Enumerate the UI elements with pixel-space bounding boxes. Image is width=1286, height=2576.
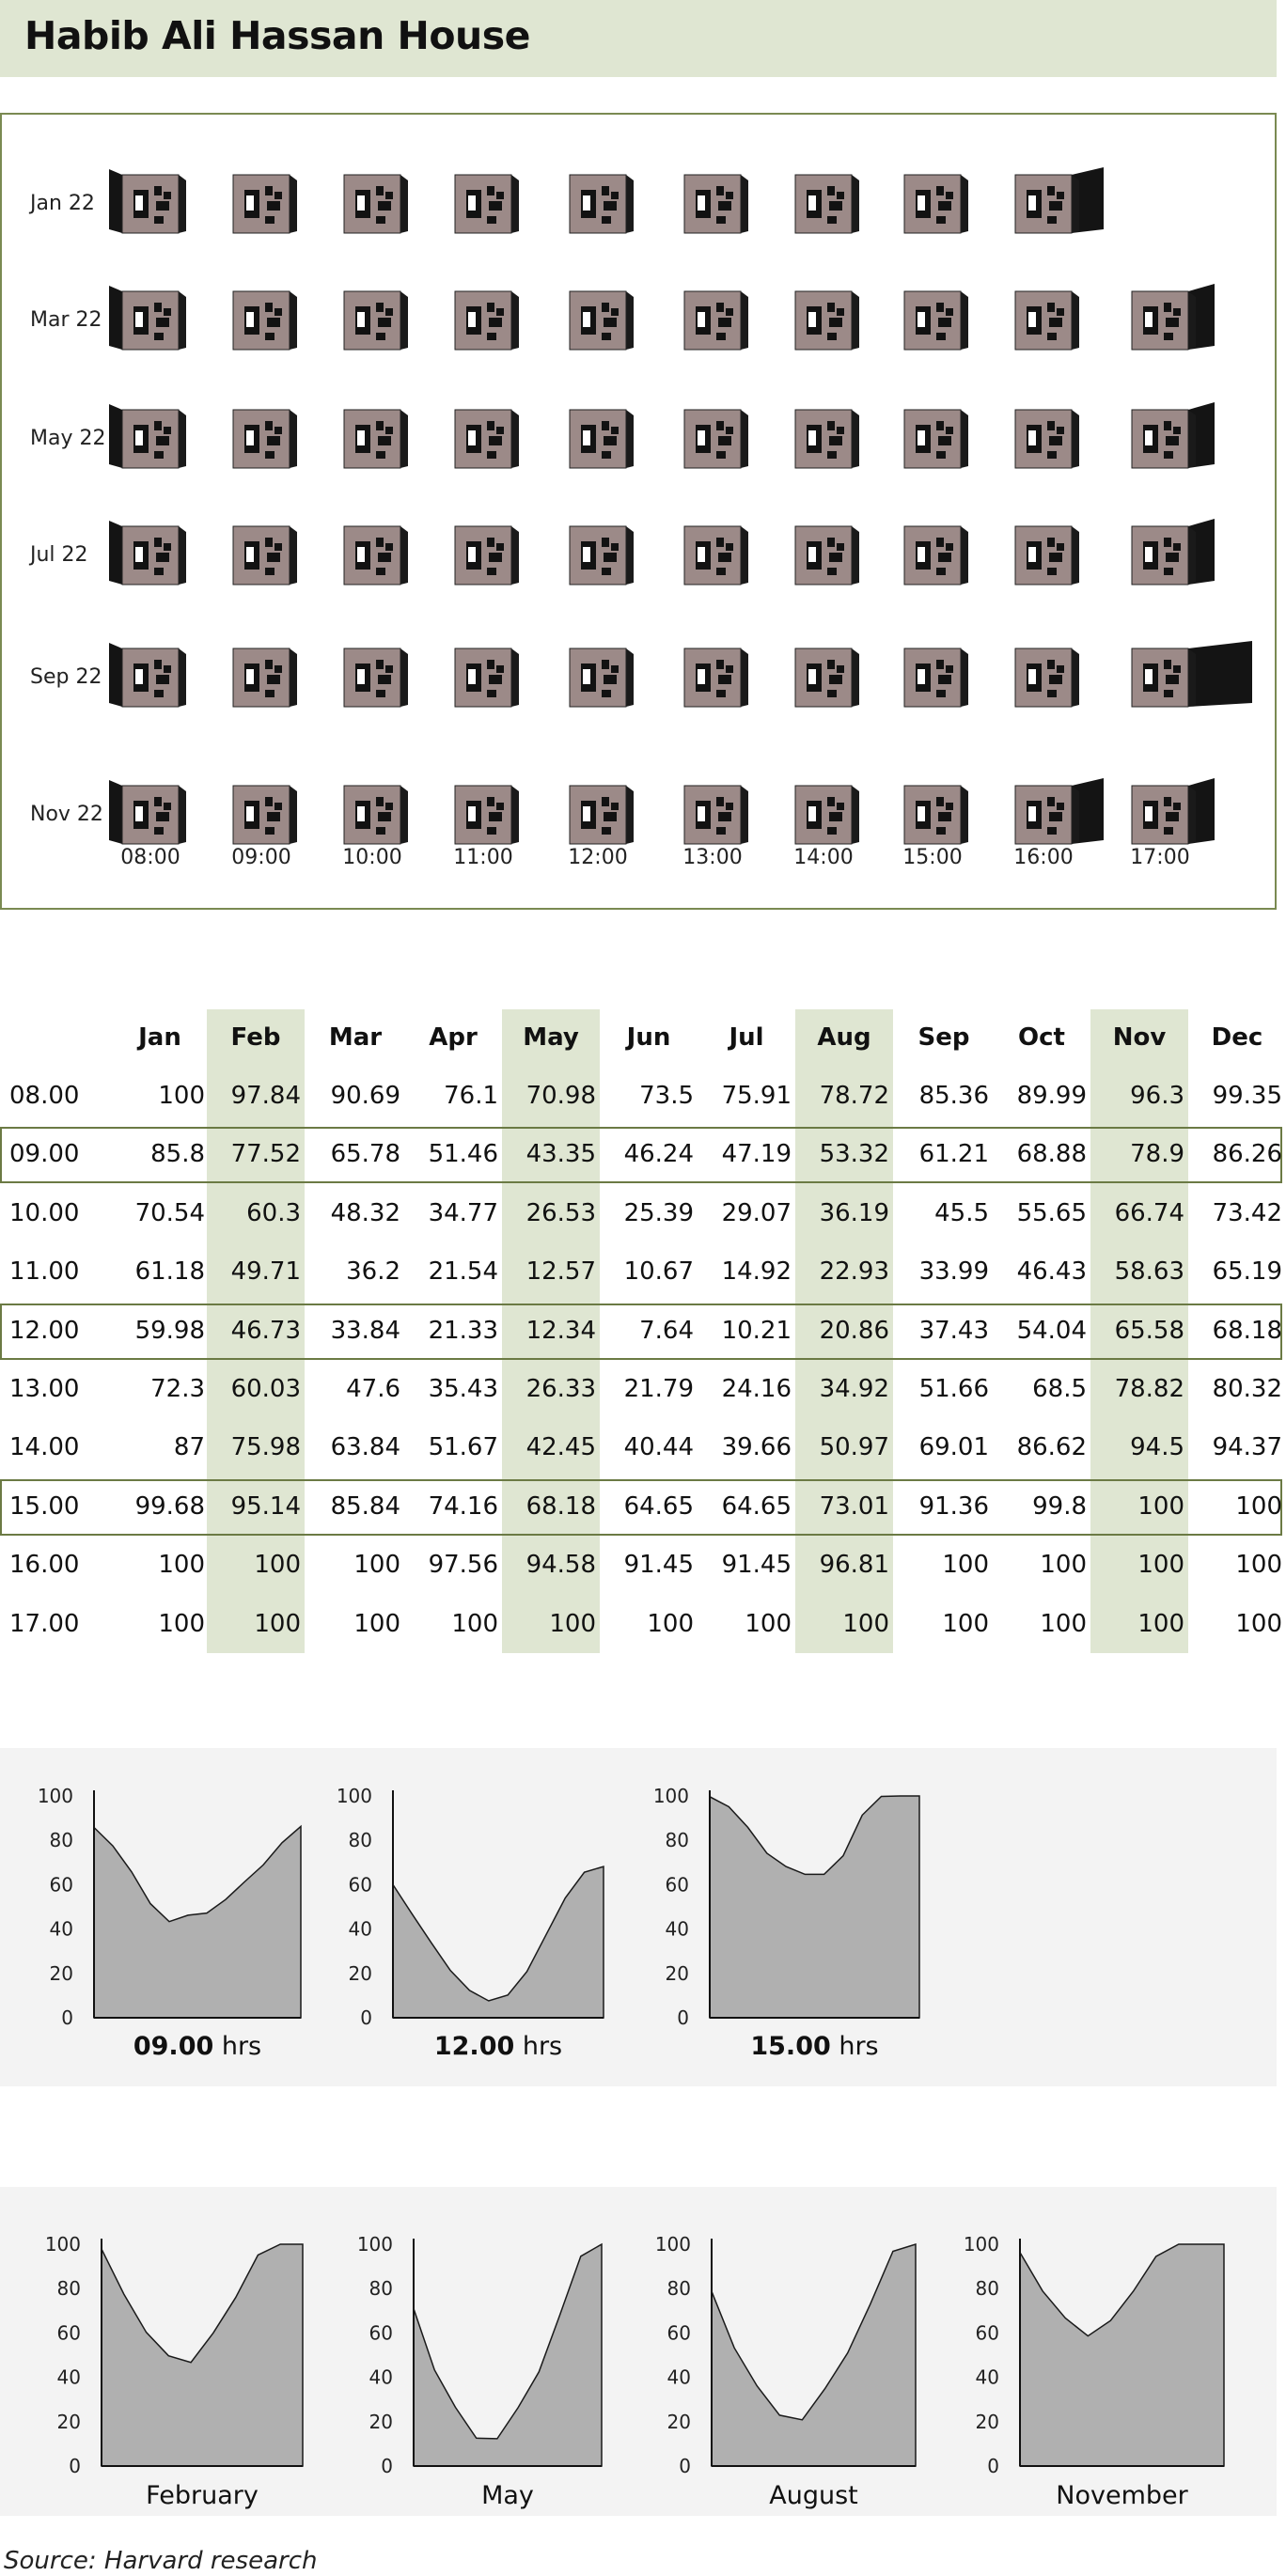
row-time-label: 16.00 <box>9 1551 80 1580</box>
table-cell: 68.18 <box>1212 1316 1282 1345</box>
column-header: Nov <box>1112 1023 1167 1052</box>
table-cell: 42.45 <box>525 1433 596 1462</box>
chart-caption-hour: 12.00 <box>433 2032 515 2061</box>
table-cell: 46.73 <box>230 1316 301 1345</box>
table-cell: 65.58 <box>1114 1316 1184 1345</box>
table-cell: 73.42 <box>1212 1198 1282 1227</box>
table-cell: 55.65 <box>1016 1198 1087 1227</box>
table-cell: 54.04 <box>1016 1316 1087 1345</box>
area-chart <box>357 2233 602 2477</box>
table-cell: 47.19 <box>721 1140 792 1169</box>
time-label: 16:00 <box>1013 846 1074 869</box>
table-cell: 61.18 <box>134 1257 205 1287</box>
y-tick-label: 20 <box>667 2410 691 2433</box>
y-tick-label: 40 <box>348 1917 372 1941</box>
row-time-label: 15.00 <box>9 1491 80 1521</box>
table-cell: 100 <box>745 1609 792 1638</box>
y-tick-label: 20 <box>348 1961 372 1985</box>
y-tick-label: 100 <box>37 1785 73 1807</box>
table-cell: 70.54 <box>134 1198 205 1227</box>
table-cell: 47.6 <box>346 1375 400 1403</box>
column-header: Apr <box>429 1023 478 1052</box>
table-cell: 61.21 <box>918 1140 989 1169</box>
row-time-label: 17.00 <box>9 1609 80 1638</box>
table-cell: 97.84 <box>230 1082 301 1110</box>
table-cell: 100 <box>254 1551 301 1580</box>
y-tick-label: 0 <box>987 2455 999 2477</box>
table-cell: 94.37 <box>1212 1433 1282 1462</box>
table-cell: 53.32 <box>819 1140 889 1169</box>
table-cell: 58.63 <box>1114 1257 1184 1287</box>
area-chart <box>45 2233 303 2477</box>
y-tick-label: 80 <box>665 1829 689 1852</box>
row-time-label: 11.00 <box>9 1257 80 1287</box>
area-chart <box>38 1785 301 2029</box>
table-cell: 78.82 <box>1114 1375 1184 1403</box>
table-cell: 65.19 <box>1212 1257 1282 1287</box>
column-header: Aug <box>817 1023 871 1052</box>
y-tick-label: 60 <box>348 1873 372 1897</box>
chart-caption <box>75 2032 320 2061</box>
table-cell: 100 <box>1040 1551 1087 1580</box>
time-label: 12:00 <box>568 846 628 869</box>
table-cell: 34.92 <box>819 1375 889 1403</box>
y-tick-label: 100 <box>654 2233 691 2256</box>
y-tick-label: 60 <box>667 2321 691 2345</box>
table-cell: 43.35 <box>525 1140 596 1169</box>
table-cell: 20.86 <box>819 1316 889 1345</box>
y-tick-label: 40 <box>975 2365 999 2389</box>
table-cell: 100 <box>647 1609 694 1638</box>
table-cell: 89.99 <box>1016 1082 1087 1110</box>
table-cell: 73.01 <box>819 1491 889 1521</box>
table-cell: 21.54 <box>428 1257 498 1287</box>
table-cell: 74.16 <box>428 1491 498 1521</box>
table-cell: 100 <box>158 1551 205 1580</box>
y-tick-label: 100 <box>652 1785 689 1807</box>
table-cell: 12.57 <box>525 1257 596 1287</box>
table-cell: 60.03 <box>230 1375 301 1403</box>
table-cell: 40.44 <box>623 1433 694 1462</box>
row-time-label: 09.00 <box>9 1140 80 1169</box>
y-tick-label: 80 <box>49 1829 73 1852</box>
month-label: Mar 22 <box>30 308 102 332</box>
area-series <box>1020 2244 1224 2466</box>
table-cell: 70.98 <box>525 1082 596 1110</box>
chart-caption <box>693 2032 937 2061</box>
column-header: Jan <box>138 1023 181 1052</box>
table-cell: 96.81 <box>819 1551 889 1580</box>
table-cell: 85.36 <box>918 1082 989 1110</box>
chart-caption: May <box>481 2481 534 2510</box>
table-cell: 60.3 <box>246 1198 301 1227</box>
area-series <box>102 2244 303 2466</box>
table-cell: 85.8 <box>150 1140 205 1169</box>
table-cell: 100 <box>842 1609 889 1638</box>
table-cell: 78.9 <box>1130 1140 1184 1169</box>
table-cell: 48.32 <box>330 1198 400 1227</box>
y-tick-label: 60 <box>975 2321 999 2345</box>
table-cell: 100 <box>1235 1551 1282 1580</box>
table-cell: 86.26 <box>1212 1140 1282 1169</box>
source-note: Source: Harvard research <box>4 2547 318 2575</box>
table-cell: 100 <box>353 1551 400 1580</box>
y-tick-label: 0 <box>381 2455 393 2477</box>
table-cell: 100 <box>353 1609 400 1638</box>
y-tick-label: 60 <box>369 2321 393 2345</box>
table-cell: 97.56 <box>428 1551 498 1580</box>
table-cell: 36.2 <box>346 1257 400 1287</box>
table-cell: 100 <box>451 1609 498 1638</box>
y-tick-label: 40 <box>49 1917 73 1941</box>
y-tick-label: 80 <box>975 2277 999 2301</box>
table-cell: 65.78 <box>330 1140 400 1169</box>
table-cell: 86.62 <box>1016 1433 1087 1462</box>
y-tick-label: 0 <box>679 2455 691 2477</box>
y-tick-label: 20 <box>975 2410 999 2433</box>
table-cell: 63.84 <box>330 1433 400 1462</box>
row-time-label: 12.00 <box>9 1316 80 1345</box>
y-tick-label: 0 <box>61 2006 73 2029</box>
table-cell: 46.43 <box>1016 1257 1087 1287</box>
time-label: 14:00 <box>793 846 854 869</box>
column-header: Jul <box>729 1023 764 1052</box>
table-cell: 68.18 <box>525 1491 596 1521</box>
column-header: May <box>523 1023 579 1052</box>
table-cell: 25.39 <box>623 1198 694 1227</box>
table-cell: 69.01 <box>918 1433 989 1462</box>
y-tick-label: 80 <box>369 2277 393 2301</box>
area-series <box>393 1866 604 2018</box>
y-tick-label: 0 <box>360 2006 372 2029</box>
chart-caption-hour: 09.00 <box>133 2032 214 2061</box>
table-cell: 91.36 <box>918 1491 989 1521</box>
table-cell: 94.58 <box>525 1551 596 1580</box>
area-chart <box>964 2233 1224 2477</box>
y-tick-label: 100 <box>336 1785 372 1807</box>
table-cell: 39.66 <box>721 1433 792 1462</box>
column-header: Mar <box>328 1023 383 1052</box>
table-cell: 91.45 <box>721 1551 792 1580</box>
table-cell: 72.3 <box>150 1375 205 1403</box>
table-cell: 22.93 <box>819 1257 889 1287</box>
table-cell: 75.98 <box>230 1433 301 1462</box>
table-cell: 87 <box>173 1433 205 1462</box>
chart-caption <box>376 2032 620 2061</box>
month-label: Jul 22 <box>30 543 88 567</box>
y-tick-label: 100 <box>44 2233 81 2256</box>
chart-caption: November <box>1056 2481 1188 2510</box>
row-time-label: 14.00 <box>9 1433 80 1462</box>
time-label: 08:00 <box>120 846 180 869</box>
table-cell: 99.35 <box>1212 1082 1282 1110</box>
time-label: 10:00 <box>342 846 402 869</box>
y-tick-label: 40 <box>56 2365 81 2389</box>
table-cell: 66.74 <box>1114 1198 1184 1227</box>
page-title: Habib Ali Hassan House <box>24 13 530 58</box>
table-cell: 100 <box>1137 1491 1184 1521</box>
table-cell: 14.92 <box>721 1257 792 1287</box>
y-tick-label: 100 <box>963 2233 999 2256</box>
column-header: Oct <box>1018 1023 1065 1052</box>
month-label: Jan 22 <box>30 192 95 215</box>
column-header: Dec <box>1211 1023 1263 1052</box>
table-cell: 33.99 <box>918 1257 989 1287</box>
time-label: 17:00 <box>1130 846 1190 869</box>
table-cell: 90.69 <box>330 1082 400 1110</box>
table-cell: 10.21 <box>721 1316 792 1345</box>
y-tick-label: 40 <box>665 1917 689 1941</box>
area-chart <box>653 1785 919 2029</box>
table-cell: 96.3 <box>1130 1082 1184 1110</box>
table-cell: 68.5 <box>1032 1375 1087 1403</box>
y-tick-label: 0 <box>677 2006 689 2029</box>
table-cell: 50.97 <box>819 1433 889 1462</box>
y-tick-label: 20 <box>56 2410 81 2433</box>
y-tick-label: 0 <box>69 2455 81 2477</box>
time-label: 11:00 <box>453 846 513 869</box>
area-series <box>94 1826 301 2018</box>
y-tick-label: 20 <box>665 1961 689 1985</box>
chart-caption: February <box>146 2481 259 2510</box>
table-cell: 85.84 <box>330 1491 400 1521</box>
table-cell: 100 <box>1235 1609 1282 1638</box>
y-tick-label: 40 <box>667 2365 691 2389</box>
table-cell: 100 <box>1137 1609 1184 1638</box>
table-cell: 51.67 <box>428 1433 498 1462</box>
column-header: Sep <box>917 1023 970 1052</box>
y-tick-label: 20 <box>369 2410 393 2433</box>
y-tick-label: 80 <box>348 1829 372 1852</box>
y-tick-label: 60 <box>665 1873 689 1897</box>
table-cell: 59.98 <box>134 1316 205 1345</box>
time-label: 13:00 <box>682 846 743 869</box>
time-label: 09:00 <box>231 846 291 869</box>
month-label: May 22 <box>30 427 106 450</box>
table-cell: 100 <box>942 1609 989 1638</box>
table-cell: 95.14 <box>230 1491 301 1521</box>
table-cell: 29.07 <box>721 1198 792 1227</box>
table-cell: 24.16 <box>721 1375 792 1403</box>
area-series <box>414 2244 602 2466</box>
month-label: Nov 22 <box>30 803 103 826</box>
table-cell: 36.19 <box>819 1198 889 1227</box>
table-cell: 7.64 <box>639 1316 694 1345</box>
table-cell: 37.43 <box>918 1316 989 1345</box>
row-time-label: 10.00 <box>9 1198 80 1227</box>
table-cell: 49.71 <box>230 1257 301 1287</box>
table-cell: 10.67 <box>623 1257 694 1287</box>
table-cell: 99.8 <box>1032 1491 1087 1521</box>
table-cell: 100 <box>254 1609 301 1638</box>
table-cell: 76.1 <box>444 1082 498 1110</box>
table-cell: 78.72 <box>819 1082 889 1110</box>
y-tick-label: 80 <box>56 2277 81 2301</box>
table-cell: 45.5 <box>934 1198 989 1227</box>
table-cell: 91.45 <box>623 1551 694 1580</box>
y-tick-label: 80 <box>667 2277 691 2301</box>
table-cell: 26.33 <box>525 1375 596 1403</box>
chart-caption: August <box>769 2481 858 2510</box>
chart-caption-unit: hrs <box>213 2032 262 2061</box>
table-cell: 100 <box>942 1551 989 1580</box>
y-tick-label: 40 <box>369 2365 393 2389</box>
table-cell: 94.5 <box>1130 1433 1184 1462</box>
table-cell: 100 <box>1040 1609 1087 1638</box>
y-tick-label: 20 <box>49 1961 73 1985</box>
area-chart <box>337 1785 604 2029</box>
area-series <box>710 1796 919 2018</box>
month-label: Sep 22 <box>30 665 102 689</box>
column-header: Feb <box>230 1023 281 1052</box>
table-cell: 100 <box>1235 1491 1282 1521</box>
row-time-label: 13.00 <box>9 1375 80 1403</box>
table-cell: 68.88 <box>1016 1140 1087 1169</box>
table-cell: 12.34 <box>525 1316 596 1345</box>
table-cell: 26.53 <box>525 1198 596 1227</box>
table-cell: 64.65 <box>623 1491 694 1521</box>
table-cell: 100 <box>549 1609 596 1638</box>
chart-caption-unit: hrs <box>514 2032 563 2061</box>
chart-caption-hour: 15.00 <box>750 2032 831 2061</box>
y-tick-label: 100 <box>356 2233 393 2256</box>
chart-caption-unit: hrs <box>830 2032 879 2061</box>
table-cell: 73.5 <box>639 1082 694 1110</box>
table-cell: 77.52 <box>230 1140 301 1169</box>
table-cell: 99.68 <box>134 1491 205 1521</box>
table-cell: 21.33 <box>428 1316 498 1345</box>
row-time-label: 08.00 <box>9 1082 80 1110</box>
table-cell: 51.46 <box>428 1140 498 1169</box>
area-series <box>712 2244 916 2466</box>
y-tick-label: 60 <box>49 1873 73 1897</box>
table-cell: 35.43 <box>428 1375 498 1403</box>
table-cell: 75.91 <box>721 1082 792 1110</box>
table-cell: 46.24 <box>623 1140 694 1169</box>
table-cell: 34.77 <box>428 1198 498 1227</box>
area-chart <box>655 2233 916 2477</box>
table-cell: 100 <box>1137 1551 1184 1580</box>
table-cell: 100 <box>158 1609 205 1638</box>
table-cell: 100 <box>158 1082 205 1110</box>
time-label: 15:00 <box>902 846 963 869</box>
column-header: Jun <box>626 1023 671 1052</box>
y-tick-label: 60 <box>56 2321 81 2345</box>
table-cell: 80.32 <box>1212 1375 1282 1403</box>
table-cell: 64.65 <box>721 1491 792 1521</box>
table-cell: 51.66 <box>918 1375 989 1403</box>
table-cell: 21.79 <box>623 1375 694 1403</box>
table-cell: 33.84 <box>330 1316 400 1345</box>
